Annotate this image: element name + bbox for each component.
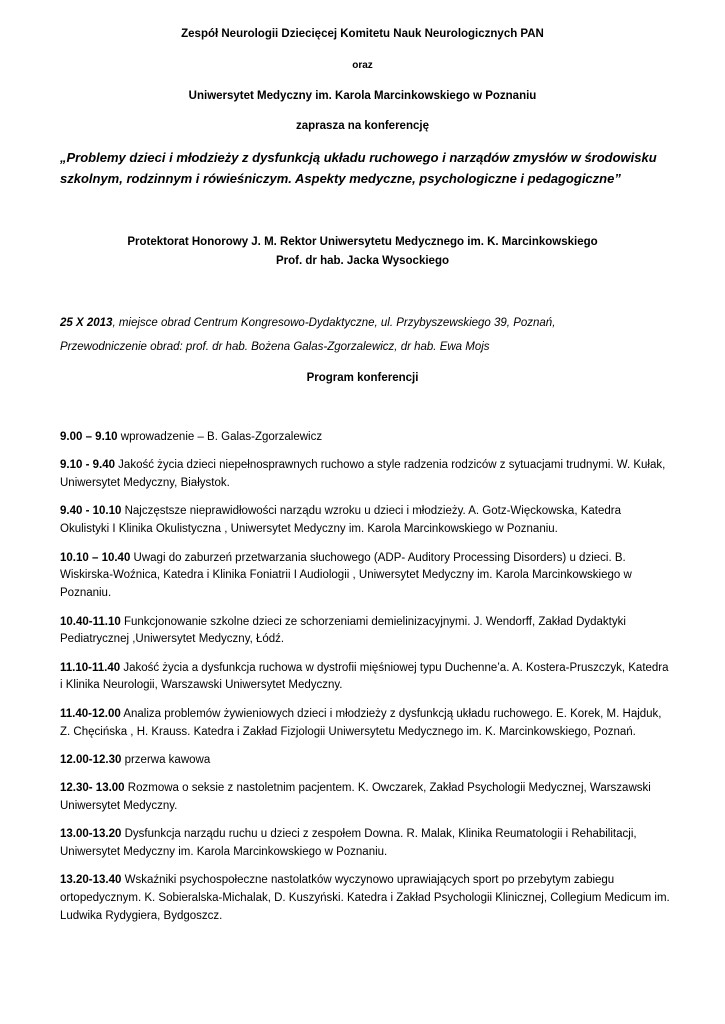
program-item <box>60 780 672 816</box>
program-item-time: 11.10-11.40 <box>60 661 121 674</box>
program-item <box>60 550 672 603</box>
invitation-line: zaprasza na konferencję <box>296 120 429 132</box>
program-item-time: 13.00-13.20 <box>60 828 122 841</box>
program-item-text: przerwa kawowa <box>121 753 211 766</box>
conference-place: , miejsce obrad Centrum Kongresowo-Dydaktyczne, ul. Przybyszewskiego 39, Poznań, <box>112 317 556 329</box>
conference-date: 25 X 2013 <box>60 317 113 329</box>
program-item-time: 9.10 - 9.40 <box>60 459 115 472</box>
chair-line: Przewodniczenie obrad: prof. dr hab. Bożena Galas-Zgorzalewicz, dr hab. Ewa Mojs <box>60 341 490 353</box>
program-item <box>60 457 672 493</box>
program-item <box>60 706 672 742</box>
university-line: Uniwersytet Medyczny im. Karola Marcinkowskiego w Poznaniu <box>188 90 537 102</box>
program-item <box>60 872 672 925</box>
program-item-text: Funkcjonowanie szkolne dzieci ze schorzeniami demielinizacyjnymi. J. Wendorff, Zakład Dydaktyki Pediatrycznej ,Uniwersytet Medyczny, Łódź. <box>60 615 626 646</box>
program-item-text: Jakość życia dzieci niepełnosprawnych ruchowo a style radzenia rodziców z sytuacjami trudnymi. W. Kułak, Uniwersytet Medyczny, Białystok. <box>60 459 666 490</box>
patronage-line-2: Prof. dr hab. Jacka Wysockiego <box>276 254 449 267</box>
date-place <box>60 315 670 333</box>
program-item-text: Najczęstsze nieprawidłowości narządu wzroku u dzieci i młodzieży. A. Gotz-Więckowska, Katedra Okulistyki I Klinika Okulistyczna , Uniwersytet Medyczny im. Karola Marcinkowskiego w Poznaniu. <box>60 505 621 536</box>
program-item <box>60 429 672 447</box>
program-item-time: 13.20-13.40 <box>60 874 122 887</box>
program-item-time: 9.40 - 10.10 <box>60 505 122 518</box>
program-item <box>60 752 672 770</box>
program-item-time: 9.00 – 9.10 <box>60 431 118 443</box>
program-item-text: wprowadzenie – B. Galas-Zgorzalewicz <box>117 431 323 443</box>
program-item <box>60 503 672 539</box>
conjunction-line: oraz <box>352 60 373 71</box>
program-item-time: 12.30- 13.00 <box>60 782 125 795</box>
program-item-time: 10.10 – 10.40 <box>60 551 131 564</box>
program-item <box>60 614 672 650</box>
program-item-time: 10.40-11.10 <box>60 615 121 628</box>
organizer-line: Zespół Neurologii Dziecięcej Komitetu Nauk Neurologicznych PAN <box>181 28 544 40</box>
program-list <box>60 429 672 936</box>
program-item-text: Wskaźniki psychospołeczne nastolatków wyczynowo uprawiających sport po przebytym zabiegu ortopedycznym. K. Sobieralska-Michalak, D. Kuszyński. Katedra i Zakład Psychologii Klinicznej, Collegium Medicum im. Ludwika Rydygiera, Bydgoszcz. <box>60 874 670 923</box>
program-item-text: Rozmowa o seksie z nastoletnim pacjentem. K. Owczarek, Zakład Psychologii Medycznej, Warszawski Uniwersytet Medyczny. <box>60 782 651 812</box>
program-item-time: 12.00-12.30 <box>60 753 122 766</box>
program-title: Program konferencji <box>306 372 419 384</box>
program-item <box>60 826 672 862</box>
conference-title: „Problemy dzieci i młodzieży z dysfunkcją układu ruchowego i narządów zmysłów w środowisku szkolnym, rodzinnym i rówieśniczym. Aspekty medyczne, psychologiczne i pedagogiczne” <box>60 150 657 186</box>
patronage <box>0 233 725 271</box>
program-item <box>60 660 672 696</box>
program-item-text: Jakość życia a dysfunkcja ruchowa w dystrofii mięśniowej typu Duchenne’a. A. Kostera-Pruszczyk, Katedra i Klinika Neurologii, Warszawski Uniwersytet Medyczny. <box>60 661 669 692</box>
program-item-time: 11.40-12.00 <box>60 707 121 720</box>
program-item-text: Dysfunkcja narządu ruchu u dzieci z zespołem Downa. R. Malak, Klinika Reumatologii i Rehabilitacji, Uniwersytet Medyczny im. Karola Marcinkowskiego w Poznaniu. <box>60 828 637 859</box>
patronage-line-1: Protektorat Honorowy J. M. Rektor Uniwersytetu Medycznego im. K. Marcinkowskiego <box>127 236 598 248</box>
program-item-text: Uwagi do zaburzeń przetwarzania słuchowego (ADP- Auditory Processing Disorders) u dzieci. B. Wiskirska-Woźnica, Katedra i Klinika Foniatrii I Audiologii , Uniwersytet Medyczny im. Karola Marcinkowskiego w Poznaniu. <box>60 551 632 600</box>
program-item-text: Analiza problemów żywieniowych dzieci i młodzieży z dysfunkcją układu ruchowego. E. Korek, M. Hajduk, Z. Chęcińska , H. Krauss. Katedra i Zakład Fizjologii Uniwersytetu Medycznego im. K. Marcinkowskiego, Poznań. <box>60 707 662 738</box>
